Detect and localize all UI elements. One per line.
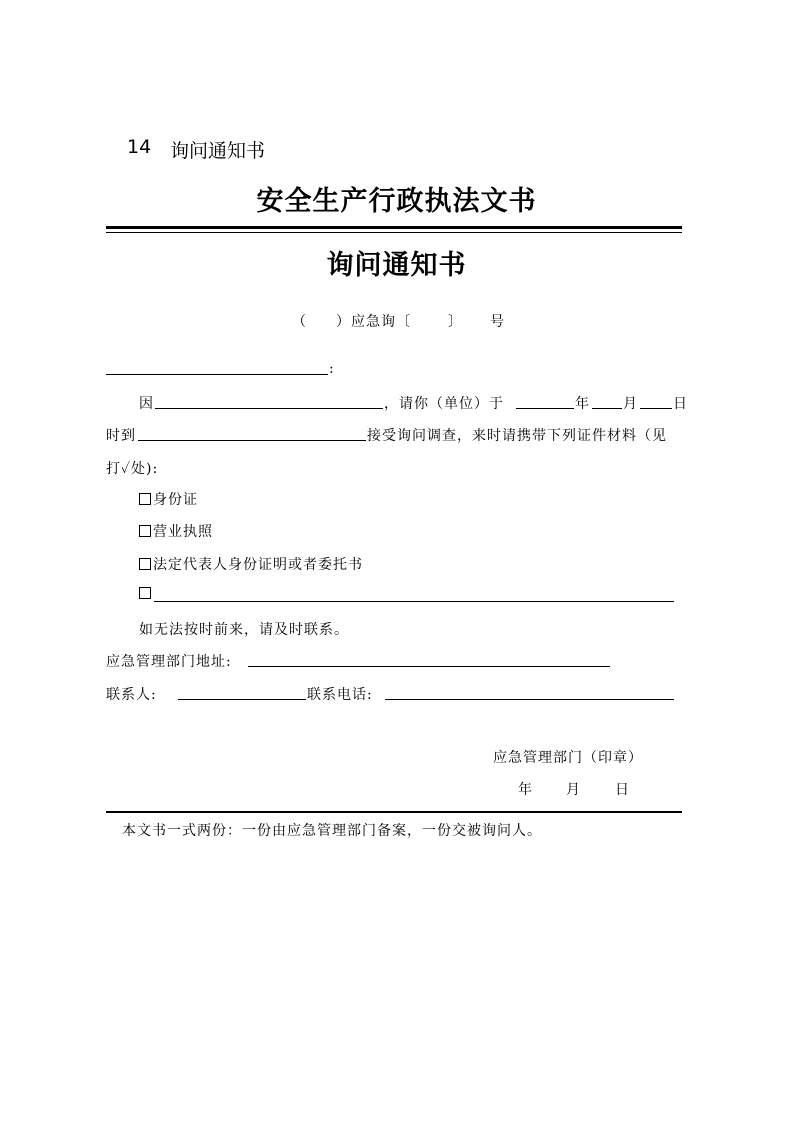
- month-field[interactable]: [592, 408, 622, 409]
- checklist-item-business-license[interactable]: 营业执照: [139, 521, 213, 541]
- location-suffix: 接受询问调查，来时请携带下列证件材料（见: [367, 428, 667, 444]
- location-prefix: 时到: [106, 428, 136, 444]
- title-rule-thick: [106, 226, 682, 229]
- contact-person-label: 联系人:: [106, 687, 157, 703]
- section-number: 14: [127, 136, 152, 158]
- checkbox-icon[interactable]: [139, 587, 151, 599]
- title-rule-thin: [106, 232, 682, 233]
- year-field[interactable]: [516, 408, 574, 409]
- month-label: 月: [623, 396, 638, 412]
- doc-number-close-bracket: 〕: [448, 314, 463, 330]
- signature-day: 日: [615, 782, 630, 798]
- location-field[interactable]: [138, 440, 366, 441]
- day-label: 日: [673, 396, 688, 412]
- doc-number-agency: ）应急询〔: [336, 314, 411, 330]
- signature-month: 月: [566, 782, 581, 798]
- checklist-item-other[interactable]: [139, 586, 153, 602]
- section-label: 询问通知书: [170, 140, 266, 162]
- reason-field[interactable]: [155, 408, 383, 409]
- checkbox-icon[interactable]: [139, 525, 151, 537]
- footer-note: 本文书一式两份：一份由应急管理部门备案，一份交被询问人。: [122, 823, 542, 839]
- checkbox-icon[interactable]: [139, 493, 151, 505]
- reason-suffix: ，请你（单位）于: [384, 396, 504, 412]
- addressee-colon: :: [329, 361, 335, 377]
- document-title: 询问通知书: [326, 250, 467, 281]
- document-category-title: 安全生产行政执法文书: [256, 186, 537, 217]
- doc-number-hao: 号: [490, 314, 505, 330]
- addressee-field[interactable]: [106, 374, 328, 375]
- checkbox-icon[interactable]: [139, 558, 151, 570]
- checklist-item-id-card[interactable]: 身份证: [139, 489, 198, 509]
- footer-rule: [106, 811, 682, 813]
- other-material-field[interactable]: [154, 601, 674, 602]
- address-field[interactable]: [248, 666, 610, 667]
- doc-number-open-paren: （: [292, 314, 307, 330]
- address-label: 应急管理部门地址:: [106, 654, 232, 670]
- checklist-item-legal-rep[interactable]: 法定代表人身份证明或者委托书: [139, 554, 363, 574]
- reason-prefix: 因: [139, 396, 154, 412]
- phone-field[interactable]: [385, 699, 674, 700]
- check-instruction: 打✓处):: [106, 461, 159, 477]
- year-label: 年: [575, 396, 590, 412]
- contact-notice: 如无法按时前来，请及时联系。: [139, 622, 349, 638]
- department-seal: 应急管理部门（印章）: [493, 750, 643, 766]
- day-field[interactable]: [640, 408, 672, 409]
- contact-person-field[interactable]: [178, 699, 306, 700]
- signature-year: 年: [518, 782, 533, 798]
- phone-label: 联系电话:: [307, 687, 373, 703]
